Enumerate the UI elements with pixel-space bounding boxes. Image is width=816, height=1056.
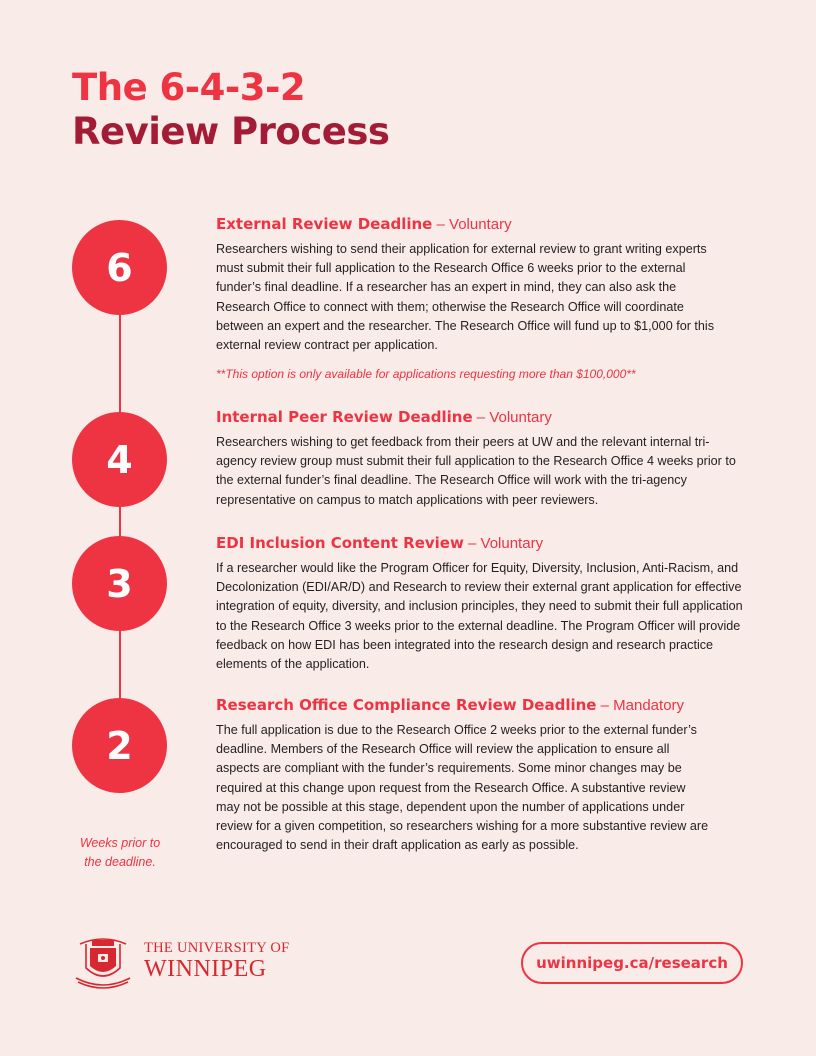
step-4-section bbox=[216, 407, 746, 510]
step-6-section bbox=[216, 214, 746, 384]
research-url-link[interactable] bbox=[521, 942, 743, 984]
step-heading: Research Office Compliance Review Deadline – Mandatory bbox=[216, 696, 685, 714]
step-3-section bbox=[216, 533, 746, 674]
step-2-section bbox=[216, 695, 746, 855]
logo-text-big: WINNIPEG bbox=[144, 956, 267, 983]
title-line-1: The 6-4-3-2 bbox=[72, 66, 306, 109]
step-number: 3 bbox=[106, 561, 133, 606]
university-crest-icon bbox=[72, 932, 134, 990]
page-title bbox=[72, 66, 389, 154]
step-6-circle bbox=[72, 220, 167, 315]
title-line-2: Review Process bbox=[72, 110, 390, 153]
timeline-line bbox=[119, 270, 121, 750]
step-4-circle bbox=[72, 412, 167, 507]
logo-text-small: THE UNIVERSITY OF bbox=[144, 939, 290, 956]
step-heading: External Review Deadline – Voluntary bbox=[216, 215, 512, 233]
university-logo bbox=[72, 932, 290, 990]
step-body: Researchers wishing to get feedback from their peers at UW and the relevant internal tri-agency review group must submit their full application to the Research Office 4 weeks prior to the external funder’s final deadline. The Research Office will work with the tri-agency representative on campus to match applications with peer reviewers. bbox=[216, 435, 736, 507]
step-body: If a researcher would like the Program Officer for Equity, Diversity, Inclusion, Anti-Racism, and Decolonization (EDI/AR/D) and Research to review their external grant application for effective integration of equity, diversity, and inclusion principles, they need to submit their full application to the Research Office 3 weeks prior to the external deadline. The Program Officer will provide feedback on how EDI has been integrated into the research design and research practice elements of the application. bbox=[216, 561, 743, 672]
step-2-circle bbox=[72, 698, 167, 793]
step-note: **This option is only available for applications requesting more than $100,000** bbox=[216, 367, 636, 382]
step-heading: Internal Peer Review Deadline – Voluntary bbox=[216, 408, 552, 426]
step-body: The full application is due to the Research Office 2 weeks prior to the external funder’s deadline. Members of the Research Office will review the application to ensure all aspects are compliant with the funder’s requirements. Some minor changes may be required at this change upon request from the Research Office. A substantive review may not be possible at this stage, dependent upon the number of applications under review for a given competition, so researchers wishing for a more substantive review are encouraged to send in their draft application as early as possible. bbox=[216, 723, 709, 853]
step-heading: EDI Inclusion Content Review – Voluntary bbox=[216, 534, 544, 552]
step-3-circle bbox=[72, 536, 167, 631]
url-text[interactable]: uwinnipeg.ca/research bbox=[536, 954, 728, 972]
step-number: 2 bbox=[106, 723, 133, 768]
step-body: Researchers wishing to send their application for external review to grant writing experts must submit their full application to the Research Office 6 weeks prior to the external funder’s final deadline. If a researcher has an expert in mind, they can also ask the Research Office to connect with them; otherwise the Research Office will coordinate between an expert and the researcher. The Research Office will fund up to $1,000 for this external review contract per application. bbox=[216, 242, 714, 353]
step-number: 4 bbox=[106, 437, 133, 482]
step-number: 6 bbox=[106, 245, 133, 290]
weeks-note: Weeks prior to the deadline. bbox=[79, 836, 161, 869]
